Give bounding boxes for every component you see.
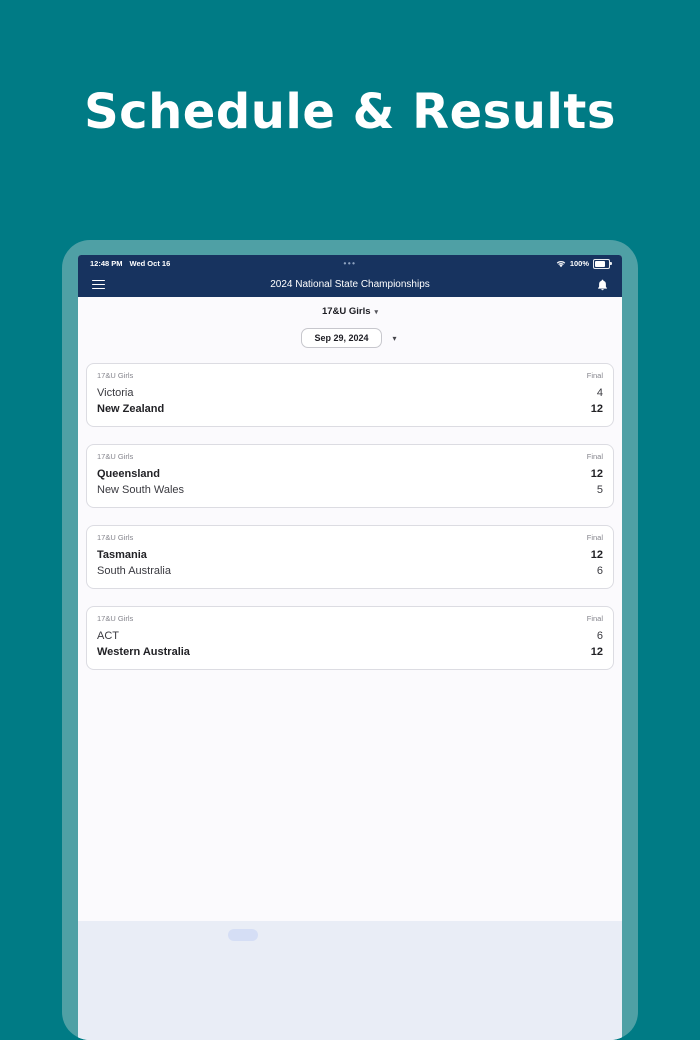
- team-name: ACT: [97, 630, 119, 642]
- date-picker-button[interactable]: Sep 29, 2024: [301, 328, 381, 348]
- chevron-down-icon: ▾: [374, 308, 379, 316]
- status-bar: [78, 255, 622, 272]
- team-name: Tasmania: [97, 549, 147, 561]
- status-dots: •••: [343, 259, 357, 268]
- status-date: Wed Oct 16: [129, 259, 171, 268]
- status-left: [90, 259, 170, 268]
- team-score: 5: [596, 484, 603, 496]
- game-meta: [97, 614, 603, 623]
- tablet-screen: [78, 255, 622, 1040]
- team-score: 12: [590, 468, 603, 480]
- team-score: 4: [596, 387, 603, 399]
- game-status: Final: [586, 371, 603, 380]
- team-score: 6: [596, 630, 603, 642]
- division-dropdown[interactable]: [78, 306, 622, 317]
- page-title: Schedule & Results: [84, 84, 616, 140]
- game-card[interactable]: [86, 606, 614, 670]
- battery-percent: 100%: [569, 259, 589, 268]
- team-score: 12: [590, 549, 603, 561]
- tablet-device-frame: [62, 240, 638, 1040]
- bottom-bar: [78, 921, 622, 1040]
- team-row: [97, 401, 603, 417]
- date-dropdown-caret-icon[interactable]: ▾: [392, 333, 397, 343]
- game-division: 17&U Girls: [97, 452, 134, 461]
- bottom-pill[interactable]: [228, 929, 258, 941]
- game-status: Final: [586, 533, 603, 542]
- wifi-icon: [556, 260, 566, 268]
- game-division: 17&U Girls: [97, 533, 134, 542]
- content-area: [78, 306, 622, 670]
- game-meta: [97, 371, 603, 380]
- team-name: South Australia: [97, 565, 171, 577]
- game-card[interactable]: [86, 444, 614, 508]
- nav-title: 2024 National State Championships: [270, 279, 430, 290]
- bell-icon[interactable]: [597, 279, 608, 291]
- team-row: [97, 628, 603, 644]
- status-time: 12:48 PM: [90, 259, 123, 268]
- team-name: New South Wales: [97, 484, 185, 496]
- team-score: 12: [590, 646, 603, 658]
- games-list: [86, 363, 614, 670]
- game-meta: [97, 533, 603, 542]
- team-name: Western Australia: [97, 646, 190, 658]
- team-row: [97, 482, 603, 498]
- nav-bar: [78, 272, 622, 297]
- hamburger-menu-icon[interactable]: [92, 280, 105, 290]
- game-status: Final: [586, 614, 603, 623]
- game-card[interactable]: [86, 363, 614, 427]
- team-score: 6: [596, 565, 603, 577]
- team-name: Queensland: [97, 468, 160, 480]
- team-name: New Zealand: [97, 403, 165, 415]
- team-name: Victoria: [97, 387, 134, 399]
- team-row: [97, 466, 603, 482]
- game-division: 17&U Girls: [97, 614, 134, 623]
- game-status: Final: [586, 452, 603, 461]
- game-meta: [97, 452, 603, 461]
- date-picker-row: [78, 328, 622, 348]
- battery-icon: [593, 259, 610, 269]
- team-row: [97, 644, 603, 660]
- division-dropdown-label: 17&U Girls: [321, 306, 371, 317]
- team-row: [97, 385, 603, 401]
- game-division: 17&U Girls: [97, 371, 134, 380]
- team-row: [97, 547, 603, 563]
- team-row: [97, 563, 603, 579]
- team-score: 12: [590, 403, 603, 415]
- status-right: [556, 259, 610, 269]
- game-card[interactable]: [86, 525, 614, 589]
